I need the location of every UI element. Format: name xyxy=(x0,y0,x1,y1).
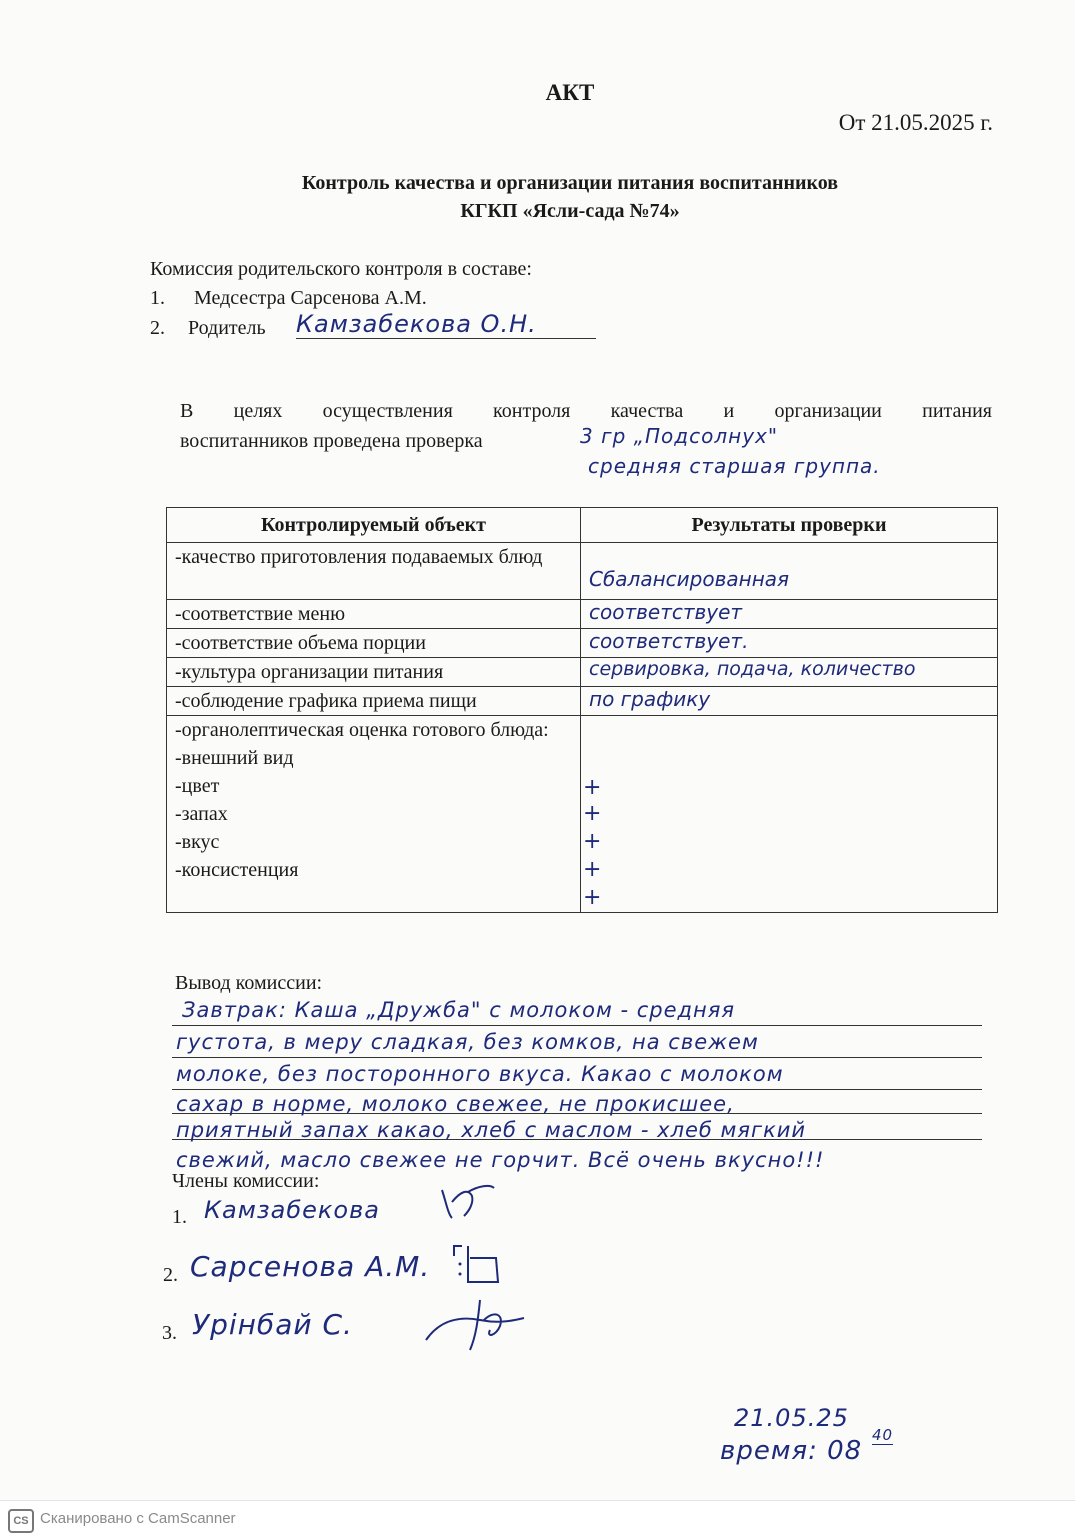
table-cell-result xyxy=(581,687,998,716)
conclusion-handwritten-line: молоке, без посторонного вкуса. Какао с молоком xyxy=(176,1062,784,1086)
document-title: АКТ xyxy=(545,80,595,105)
table-header-object: Контролируемый объект xyxy=(167,508,581,543)
table-row xyxy=(167,600,998,629)
table-cell-result xyxy=(581,658,998,687)
organoleptic-item: -консистенция xyxy=(175,859,299,881)
plus-mark: + xyxy=(583,775,602,800)
member-number: 2. xyxy=(163,1264,178,1286)
organoleptic-item: -запах xyxy=(175,803,228,825)
plus-mark: + xyxy=(583,801,602,826)
table-row xyxy=(167,658,998,687)
conclusion-handwritten-line: приятный запах какао, хлеб с маслом - хлеб мягкий xyxy=(176,1118,807,1142)
camscanner-logo-icon: CS xyxy=(8,1509,34,1533)
commission-member2-label: Родитель xyxy=(188,317,266,339)
conclusion-handwritten-line: густота, в меру сладкая, без комков, на свежем xyxy=(176,1030,759,1054)
document-date: От 21.05.2025 г. xyxy=(838,110,993,135)
result-handwritten: сервировка, подача, количество xyxy=(589,658,916,680)
conclusion-label: Вывод комиссии: xyxy=(175,972,323,994)
member-name-handwritten: Сарсенова А.М. xyxy=(190,1250,431,1283)
table-cell-result xyxy=(581,629,998,658)
table-cell-result xyxy=(581,600,998,629)
document-subtitle-line2: КГКП «Ясли-сада №74» xyxy=(460,200,680,222)
member-signature-3 xyxy=(420,1290,530,1360)
signoff-time-minutes: 40 xyxy=(872,1426,894,1444)
scanner-footer xyxy=(0,1500,1075,1537)
purpose-handwritten-age: средняя старшая группа. xyxy=(588,454,881,478)
conclusion-underline xyxy=(172,1024,982,1026)
member-signature-1 xyxy=(438,1182,498,1222)
table-row xyxy=(167,629,998,658)
members-label: Члены комиссии: xyxy=(172,1170,320,1192)
commission-member2-number: 2. xyxy=(150,317,165,339)
organoleptic-item: -цвет xyxy=(175,775,220,797)
member-name-handwritten: Урінбай С. xyxy=(192,1308,353,1341)
conclusion-underline xyxy=(172,1056,982,1058)
result-handwritten: соответствует xyxy=(589,600,743,624)
table-cell-object: -соответствие объема порции xyxy=(167,629,581,658)
result-handwritten: по графику xyxy=(589,687,711,711)
table-cell-object: -качество приготовления подаваемых блюд xyxy=(167,543,581,600)
conclusion-handwritten-line: сахар в норме, молоко свежее, не прокисшее, xyxy=(176,1092,735,1116)
signoff-time: время: 08 xyxy=(720,1436,863,1466)
plus-mark: + xyxy=(583,885,602,910)
table-header-result: Результаты проверки xyxy=(581,508,998,543)
plus-mark: + xyxy=(583,829,602,854)
organoleptic-heading: -органолептическая оценка готового блюда: xyxy=(175,719,549,741)
table-row-organoleptic xyxy=(167,716,998,913)
scanner-footer-text: Сканировано с CamScanner xyxy=(40,1510,236,1527)
result-handwritten: соответствует. xyxy=(589,629,749,653)
table-cell-object: -соответствие меню xyxy=(167,600,581,629)
conclusion-handwritten-line: свежий, масло свежее не горчит. Всё очень вкусно!!! xyxy=(176,1148,825,1172)
organoleptic-item: -вкус xyxy=(175,831,220,853)
table-cell-object: -соблюдение графика приема пищи xyxy=(167,687,581,716)
organoleptic-item: -внешний вид xyxy=(175,747,294,769)
commission-member1: Медсестра Сарсенова А.М. xyxy=(194,287,427,309)
control-table xyxy=(166,507,998,913)
plus-mark: + xyxy=(583,857,602,882)
commission-intro: Комиссия родительского контроля в составе: xyxy=(150,258,532,280)
document-subtitle-line1: Контроль качества и организации питания воспитанников xyxy=(301,172,839,194)
table-cell-organoleptic-marks xyxy=(581,716,998,913)
member-name-handwritten: Камзабекова xyxy=(204,1196,380,1224)
table-header-row xyxy=(167,508,998,543)
commission-member2-handwritten: Камзабекова О.Н. xyxy=(296,310,596,339)
conclusion-underline xyxy=(172,1088,982,1090)
purpose-handwritten-group: 3 гр „Подсолнух" xyxy=(580,424,779,448)
table-row xyxy=(167,543,998,600)
commission-member1-number: 1. xyxy=(150,287,165,309)
purpose-line1: В целях осуществления контроля качества и организации питания xyxy=(180,400,992,422)
signoff-date: 21.05.25 xyxy=(734,1404,849,1432)
table-cell-organoleptic xyxy=(167,716,581,913)
table-cell-object: -культура организации питания xyxy=(167,658,581,687)
table-row xyxy=(167,687,998,716)
member-number: 3. xyxy=(162,1322,177,1344)
purpose-line2: воспитанников проведена проверка xyxy=(180,430,483,452)
member-signature-2 xyxy=(446,1240,506,1290)
member-number: 1. xyxy=(172,1206,187,1228)
conclusion-handwritten-line: Завтрак: Каша „Дружба" с молоком - средняя xyxy=(182,998,736,1022)
table-cell-result xyxy=(581,543,998,600)
result-handwritten: Сбалансированная xyxy=(589,567,790,591)
